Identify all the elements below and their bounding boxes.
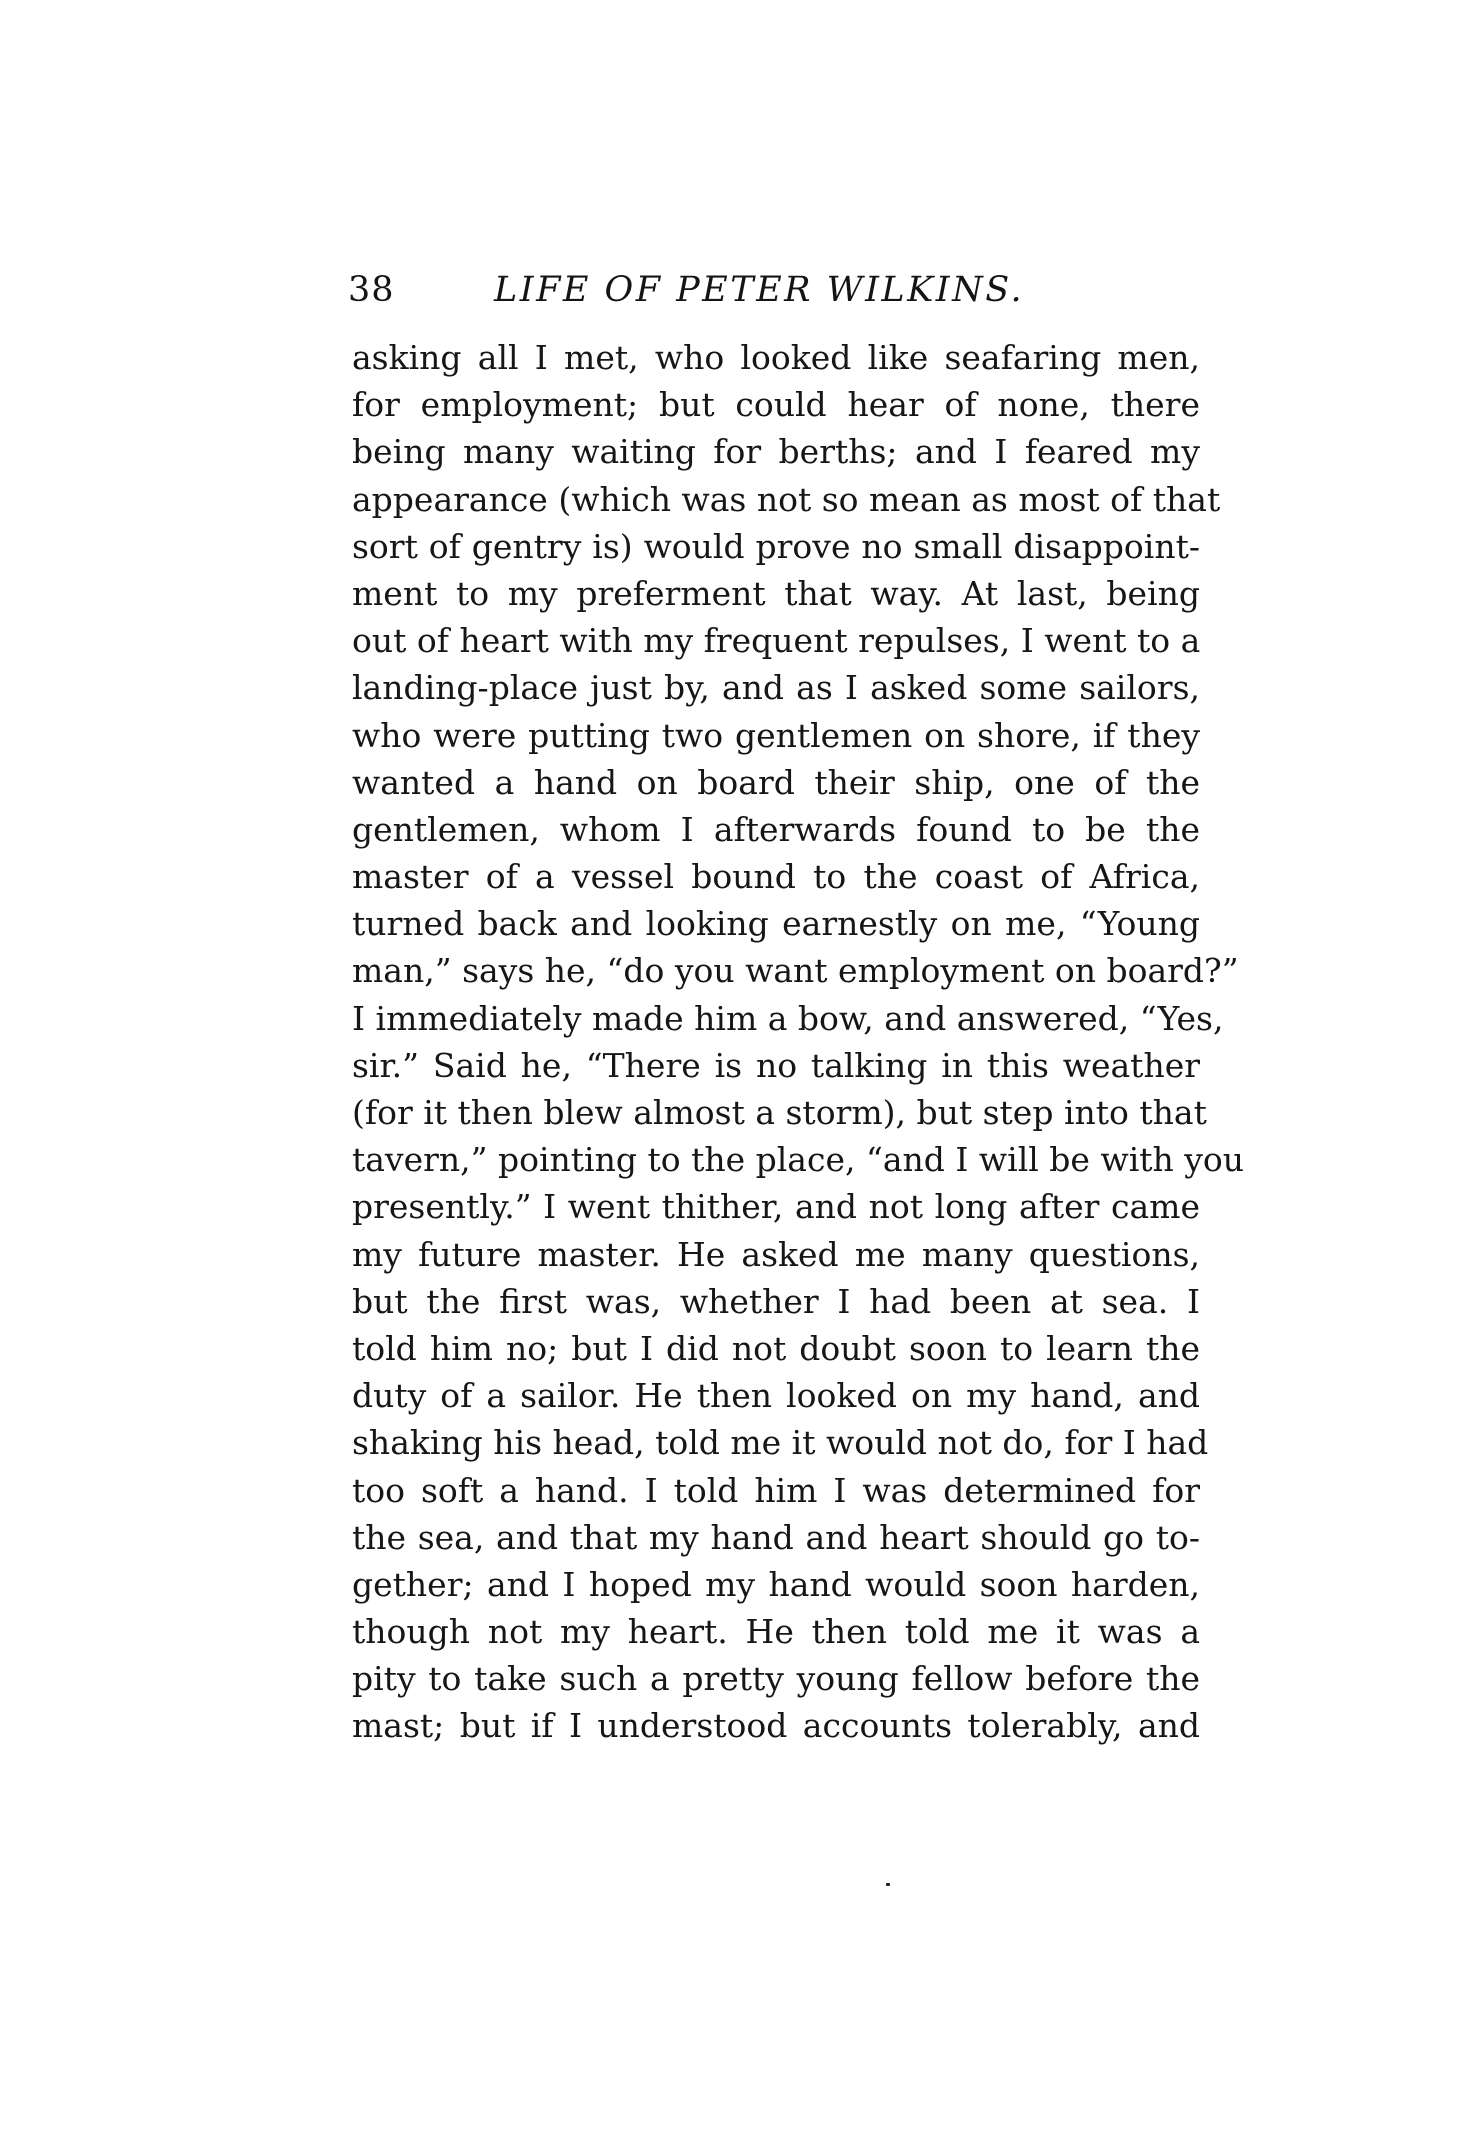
running-title: LIFE OF PETER WILKINS.	[494, 270, 1025, 310]
text-line: out of heart with my frequent repulses, I went to a	[352, 621, 1201, 661]
text-line: duty of a sailor. He then looked on my hand, and	[352, 1376, 1200, 1416]
text-line: for employment; but could hear of none, there	[352, 385, 1200, 425]
text-line: master of a vessel bound to the coast of Africa,	[352, 857, 1200, 897]
text-line: being many waiting for berths; and I feared my	[352, 432, 1200, 472]
text-line: shaking his head, told me it would not do, for I had	[352, 1423, 1209, 1463]
ink-speck	[886, 1883, 890, 1886]
text-line: pity to take such a pretty young fellow before the	[352, 1659, 1200, 1699]
text-line: I immediately made him a bow, and answered, “Yes,	[352, 998, 1224, 1038]
text-line: ment to my preferment that way. At last, being	[352, 573, 1200, 613]
text-line: too soft a hand. I told him I was determined for	[352, 1470, 1200, 1510]
text-line: gether; and I hoped my hand would soon harden,	[352, 1564, 1200, 1604]
text-line: man,” says he, “do you want employment on board?”	[352, 951, 1239, 991]
page-header	[348, 262, 1196, 318]
text-line: the sea, and that my hand and heart should go to-	[352, 1517, 1200, 1557]
text-line: landing-place just by, and as I asked some sailors,	[352, 668, 1200, 708]
text-line: though not my heart. He then told me it was a	[352, 1612, 1200, 1652]
text-line: my future master. He asked me many questions,	[352, 1234, 1200, 1274]
text-line: told him no; but I did not doubt soon to learn the	[352, 1328, 1200, 1368]
page-number: 38	[348, 270, 395, 310]
text-line: turned back and looking earnestly on me, “Young	[352, 904, 1200, 944]
text-line: wanted a hand on board their ship, one of the	[352, 762, 1200, 802]
text-line: gentlemen, whom I afterwards found to be the	[352, 809, 1200, 849]
text-line: sort of gentry is) would prove no small disappoint-	[352, 526, 1200, 566]
text-line: mast; but if I understood accounts tolerably, and	[352, 1706, 1200, 1746]
text-line: appearance (which was not so mean as most of that	[352, 479, 1221, 519]
text-line: tavern,” pointing to the place, “and I will be with you	[352, 1140, 1245, 1180]
text-line: sir.” Said he, “There is no talking in this weather	[352, 1045, 1200, 1085]
text-line: who were putting two gentlemen on shore, if they	[352, 715, 1200, 755]
text-line: asking all I met, who looked like seafaring men,	[352, 338, 1200, 377]
text-line: but the first was, whether I had been at sea. I	[352, 1281, 1200, 1321]
text-line: presently.” I went thither, and not long after came	[352, 1187, 1200, 1227]
body-text	[352, 334, 1245, 1750]
text-line: (for it then blew almost a storm), but step into that	[352, 1093, 1207, 1132]
